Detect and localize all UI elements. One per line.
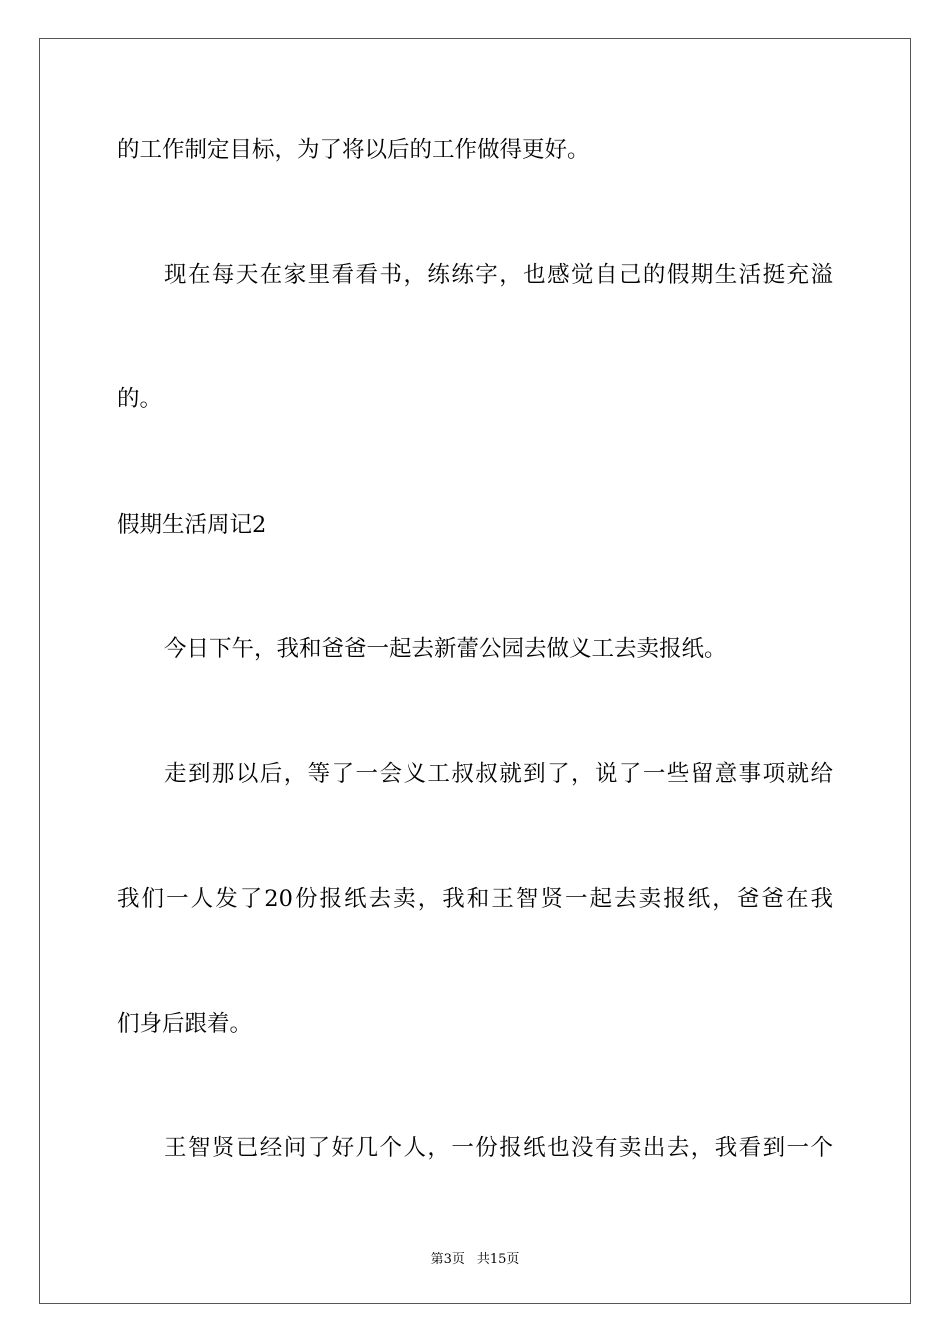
page-number: 第3页 bbox=[430, 1252, 465, 1267]
paragraph-line-4: 今日下午，我和爸爸一起去新蕾公园去做义工去卖报纸。 bbox=[164, 636, 727, 662]
paragraph-line-5: 走到那以后，等了一会义工叔叔就到了，说了一些留意事项就给 bbox=[164, 761, 833, 787]
paragraph-line-6: 我们一人发了20份报纸去卖，我和王智贤一起去卖报纸，爸爸在我 bbox=[117, 886, 833, 912]
page-total: 共15页 bbox=[476, 1252, 520, 1267]
paragraph-line-3: 的。 bbox=[117, 386, 163, 412]
page-border bbox=[39, 38, 911, 1304]
paragraph-line-8: 王智贤已经问了好几个人，一份报纸也没有卖出去，我看到一个 bbox=[164, 1135, 833, 1161]
paragraph-line-1: 的工作制定目标，为了将以后的工作做得更好。 bbox=[117, 137, 590, 163]
page-footer bbox=[0, 1248, 950, 1267]
paragraph-line-7: 们身后跟着。 bbox=[117, 1011, 253, 1037]
paragraph-line-2: 现在每天在家里看看书，练练字，也感觉自己的假期生活挺充溢 bbox=[164, 262, 833, 288]
section-heading: 假期生活周记2 bbox=[117, 512, 267, 538]
